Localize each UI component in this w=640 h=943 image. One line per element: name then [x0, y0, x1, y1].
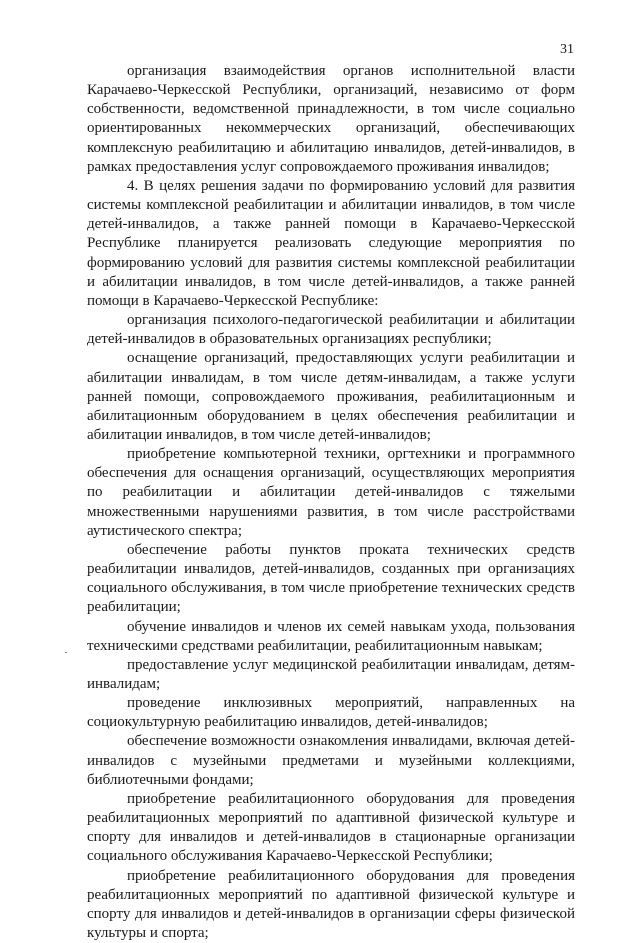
- paragraph: приобретение реабилитационного оборудования для проведения реабилитационных мероприятий по адаптивной физической культуре и спорту для инвалидов и детей-инвалидов в организации сферы физической культуры и спорта;: [87, 867, 575, 942]
- paragraph: обеспечение возможности ознакомления инвалидами, включая детей-инвалидов с музейными предметами и музейными коллекциями, библиотечными фондами;: [87, 733, 575, 788]
- paragraph: организация психолого-педагогической реабилитации и абилитации детей-инвалидов в образовательных организациях республики;: [87, 312, 575, 348]
- paragraph: приобретение реабилитационного оборудования для проведения реабилитационных мероприятий по адаптивной физической культуре и спорту для инвалидов и детей-инвалидов в стационарные организации социального обслуживания Карачаево-Черкесской Республики;: [87, 790, 575, 865]
- scan-speck: [65, 652, 67, 653]
- paragraph: приобретение компьютерной техники, оргтехники и программного обеспечения для оснащения организаций, осуществляющих мероприятия по реабилитации и абилитации детей-инвалидов с тяжелыми множественными нарушениями развития, в том числе расстройствами аутистического спектра;: [87, 446, 575, 539]
- paragraph: проведение инклюзивных мероприятий, направленных на социокультурную реабилитацию инвалидов, детей-инвалидов;: [87, 695, 575, 731]
- paragraph: оснащение организаций, предоставляющих услуги реабилитации и абилитации инвалидам, в том числе детям-инвалидам, а также услуги ранней помощи, сопровождаемого проживания, реабилитационным и абилитационным оборудованием в целях обеспечения реабилитации и абилитации инвалидов, в том числе детей-инвалидов;: [87, 350, 575, 443]
- page-number: 31: [560, 42, 574, 57]
- document-body: [87, 62, 575, 943]
- paragraph: обеспечение работы пунктов проката технических средств реабилитации инвалидов, детей-инвалидов, созданных при организациях социального обслуживания, в том числе приобретение технических средств реабилитации;: [87, 541, 575, 616]
- paragraph: обучение инвалидов и членов их семей навыкам ухода, пользования техническими средствами реабилитации, реабилитационным навыкам;: [87, 618, 575, 654]
- paragraph: организация взаимодействия органов исполнительной власти Карачаево-Черкесской Республики, организаций, независимо от форм собственности, ведомственной принадлежности, в том числе социально ориентированных некоммерческих организаций, обеспечивающих комплексную реабилитацию и абилитацию инвалидов, детей-инвалидов, в рамках предоставления услуг сопровождаемого проживания инвалидов;: [87, 63, 575, 175]
- paragraph: 4. В целях решения задачи по формированию условий для развития системы комплексной реабилитации и абилитации инвалидов, в том числе детей-инвалидов, а также ранней помощи в Карачаево-Черкесской Республике планируется реализовать следующие мероприятия по формированию условий для развития системы комплексной реабилитации и абилитации инвалидов, в том числе детей-инвалидов, а также ранней помощи в Карачаево-Черкесской Республике:: [87, 177, 575, 309]
- paragraph: предоставление услуг медицинской реабилитации инвалидам, детям-инвалидам;: [87, 656, 575, 692]
